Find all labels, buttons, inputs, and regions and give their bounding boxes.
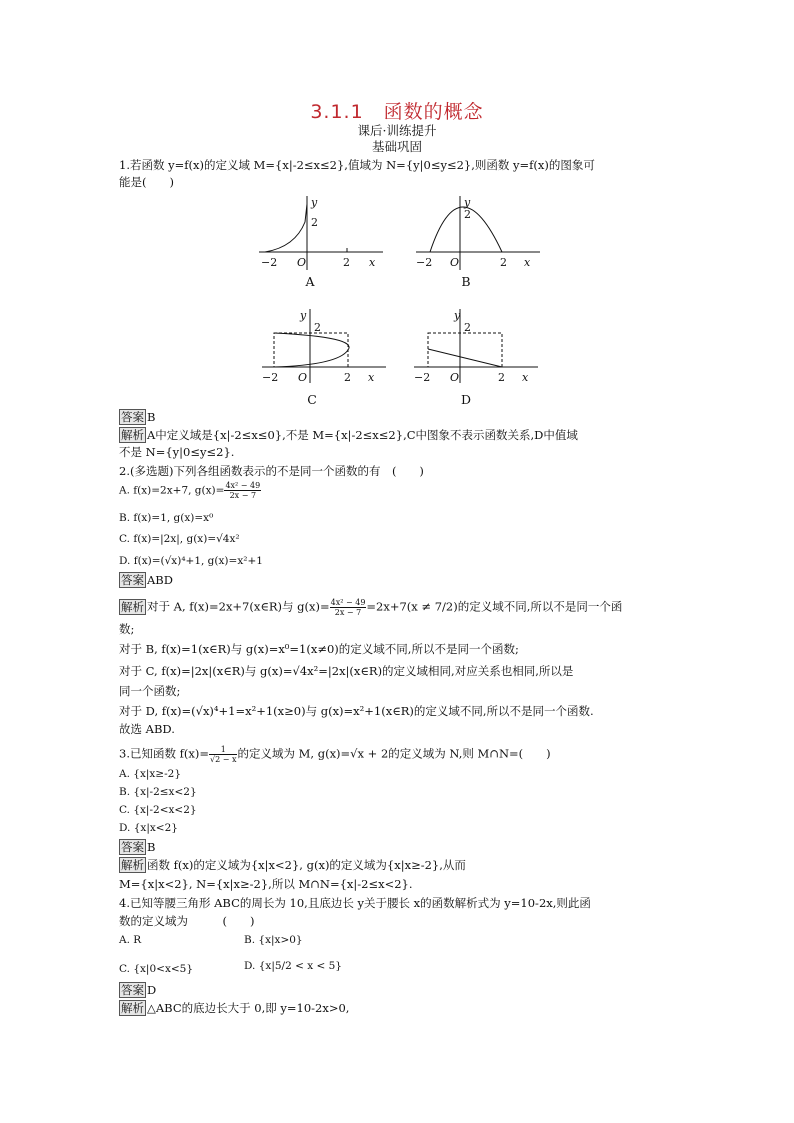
svg-text:2: 2 [344, 371, 351, 384]
svg-text:2: 2 [314, 321, 321, 334]
svg-text:y: y [464, 196, 471, 209]
q2-option-b: B. f(x)=1, g(x)=x⁰ [119, 512, 214, 524]
q1-graph-b [412, 192, 542, 272]
q3-option-c: C. {x|-2<x<2} [119, 804, 197, 816]
svg-text:O: O [298, 371, 308, 384]
svg-text:2: 2 [464, 321, 471, 334]
axis-y-label: y [311, 196, 318, 209]
q4-option-c: C. {x|0<x<5} [119, 963, 194, 975]
page-subtitle: 课后·训练提升 [357, 123, 437, 138]
q4-stem-line1: 4.已知等腰三角形 ABC的周长为 10,且底边长 y关于腰长 x的函数解析式为 y=10-2x,则此函 [119, 896, 591, 910]
q4-option-a: A. R [119, 934, 142, 946]
svg-text:x: x [368, 371, 375, 384]
q3-analysis-line2: M={x|x<2}, N={x|x≥-2},所以 M∩N={x|-2≤x<2}. [119, 877, 413, 891]
graph-label-c: C [307, 392, 317, 407]
q2-option-a: A. f(x)=2x+7, g(x)= $\frac{\text{4x² − 49}}{2x - 7}$ [119, 481, 261, 500]
svg-text:x: x [524, 256, 531, 269]
q3-answer: 答案 B [121, 840, 156, 854]
svg-text:y: y [300, 309, 307, 322]
svg-text:O: O [450, 256, 460, 269]
svg-text:−2: −2 [262, 371, 279, 384]
svg-text:2: 2 [500, 256, 507, 269]
q2-answer: 答案 ABD [121, 573, 173, 587]
svg-text:−2: −2 [416, 256, 433, 269]
svg-text:2: 2 [498, 371, 505, 384]
q2-conclusion: 故选 ABD. [119, 722, 175, 736]
q3-option-a: A. {x|x≥-2} [119, 768, 182, 780]
q4-analysis-line1: 解析 △ABC的底边长大于 0,即 y=10-2x>0, [121, 1001, 350, 1015]
svg-text:−2: −2 [261, 256, 278, 269]
q2-option-c: C. f(x)=|2x|, g(x)=√4x² [119, 533, 240, 545]
q3-option-d: D. {x|x<2} [119, 822, 178, 834]
q3-stem: 3.已知函数 f(x)= $\frac{1}{√2 - x}$ 的定义域为 M, g(x)=√x + 2的定义域为 N,则 M∩N=( ) [119, 745, 551, 764]
page-title: 3.1.1 函数的概念 [310, 101, 484, 123]
analysis-tag: 解析 [121, 428, 144, 442]
svg-text:O: O [450, 371, 460, 384]
q2-analysis-a2: 数; [119, 622, 135, 636]
q2-analysis-a: 解析 对于 A, f(x)=2x+7(x∈R)与 g(x)= $\frac{\text{4x² − 49}}{2x - 7}$ =2x+7(x ≠ 7/2)的定义域不同,所以不是同一个函 [121, 598, 623, 617]
q1-stem-line1: 1.若函数 y=f(x)的定义域 M={x|-2≤x≤2},值域为 N={y|0≤y≤2},则函数 y=f(x)的图象可 [119, 158, 595, 172]
q1-graph-c [258, 305, 388, 385]
svg-text:x: x [522, 371, 529, 384]
graph-label-b: B [461, 274, 471, 289]
q2-analysis-c2: 同一个函数; [119, 684, 181, 698]
q4-option-d: D. {x|5/2 < x < 5} [244, 960, 342, 972]
svg-text:x: x [369, 256, 376, 269]
q3-analysis-line1: 解析 函数 f(x)的定义域为{x|x<2}, g(x)的定义域为{x|x≥-2},从而 [121, 858, 466, 872]
svg-text:−2: −2 [414, 371, 431, 384]
graph-label-a: A [305, 274, 315, 289]
q2-analysis-d: 对于 D, f(x)=(√x)⁴+1=x²+1(x≥0)与 g(x)=x²+1(x∈R)的定义域不同,所以不是同一个函数. [119, 704, 594, 718]
svg-text:2: 2 [343, 256, 350, 269]
q1-graph-d [410, 305, 540, 385]
section-heading: 基础巩固 [371, 139, 422, 154]
q3-option-b: B. {x|-2≤x<2} [119, 786, 197, 798]
q1-graph-a [255, 192, 385, 272]
q4-stem-line2: 数的定义域为 ( ) [119, 914, 255, 928]
svg-text:O: O [297, 256, 307, 269]
q1-analysis-line2: 不是 N={y|0≤y≤2}. [119, 445, 235, 459]
answer-tag: 答案 [121, 410, 144, 424]
q4-answer: 答案 D [121, 983, 157, 997]
graph-label-d: D [460, 392, 472, 407]
q1-analysis-line1: 解析 A中定义域是{x|-2≤x≤0},不是 M={x|-2≤x≤2},C中图象不表示函数关系,D中值域 [121, 428, 578, 442]
q2-stem: 2.(多选题)下列各组函数表示的不是同一个函数的有 ( ) [119, 464, 424, 478]
svg-text:2: 2 [464, 208, 471, 221]
svg-text:y: y [454, 309, 461, 322]
svg-text:2: 2 [311, 216, 318, 229]
q4-option-b: B. {x|x>0} [244, 934, 303, 946]
q2-option-d: D. f(x)=(√x)⁴+1, g(x)=x²+1 [119, 555, 263, 567]
q2-analysis-b: 对于 B, f(x)=1(x∈R)与 g(x)=x⁰=1(x≠0)的定义域不同,所以不是同一个函数; [119, 642, 519, 656]
q1-answer: 答案 B [121, 410, 156, 424]
q1-stem-line2: 能是( ) [119, 175, 174, 189]
q2-analysis-c1: 对于 C, f(x)=|2x|(x∈R)与 g(x)=√4x²=|2x|(x∈R)的定义域相同,对应关系也相同,所以是 [119, 664, 574, 678]
